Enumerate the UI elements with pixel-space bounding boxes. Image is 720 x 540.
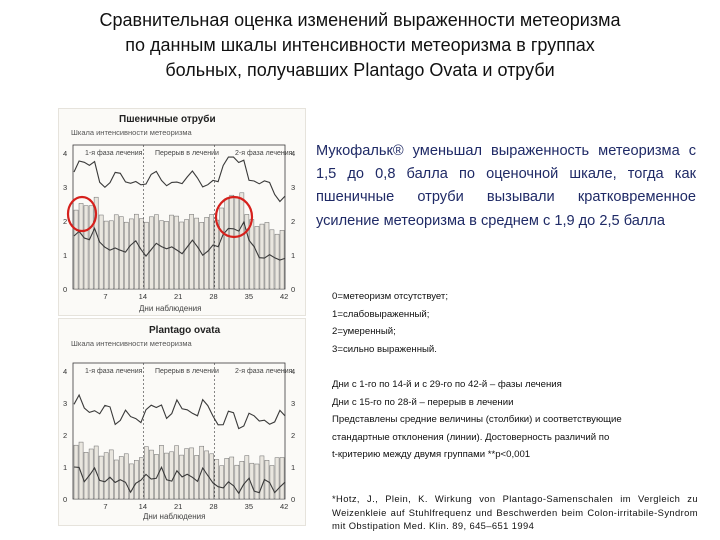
chart-bar — [134, 214, 138, 289]
x-tick-label: 35 — [244, 292, 254, 301]
chart-bar — [245, 456, 249, 499]
phase-label-1: 1-я фаза лечения — [85, 368, 143, 375]
y-tick-label: 0 — [63, 495, 68, 504]
y-tick-label: 1 — [63, 463, 68, 472]
x-tick-label: 28 — [209, 292, 218, 301]
phase-label-2: Перерыв в лечении — [155, 150, 219, 157]
y-tick-label: 4 — [63, 149, 68, 158]
y-tick-label: 4 — [63, 367, 68, 376]
note-line: Представлены средние величины (столбики) и соответствующие — [332, 414, 622, 426]
chart-bar — [149, 217, 153, 289]
x-tick-label: 14 — [138, 292, 148, 301]
chart-title: Пшеничные отруби — [119, 114, 216, 125]
chart-bars — [74, 193, 284, 289]
chart-bar — [104, 453, 108, 499]
chart-sd-line — [74, 157, 285, 201]
chart-bar — [250, 220, 254, 290]
x-tick-label: 14 — [138, 502, 148, 511]
chart-bar — [104, 221, 108, 289]
y-tick-label: 3 — [291, 183, 296, 192]
slide-title: Сравнительная оценка изменений выраженности метеоризма по данным шкалы интенсивности метеоризма в группах больных, получавших Plantago Ovata и отруби — [99, 10, 621, 80]
y-tick-label: 2 — [63, 217, 68, 226]
chart-bar — [215, 220, 219, 289]
scale-legend — [332, 288, 712, 358]
chart-bar — [235, 198, 239, 289]
x-tick-label: 35 — [244, 502, 254, 511]
y-tick-label: 2 — [63, 431, 68, 440]
chart-bar — [275, 458, 279, 499]
chart-bar — [280, 458, 284, 500]
chart-bar — [255, 226, 259, 289]
chart-bar — [144, 447, 148, 499]
chart-bar — [124, 222, 128, 289]
note-line: Дни с 15-го по 28-й – перерыв в лечении — [332, 396, 514, 408]
chart-wheat-bran — [58, 108, 306, 316]
chart-bar — [200, 222, 204, 289]
chart-bar — [215, 460, 219, 500]
chart-bar — [84, 452, 88, 499]
phase-label-3: 2-я фаза лечения — [235, 368, 293, 375]
note-line: стандартные отклонения (линии). Достоверность различий по — [332, 431, 610, 443]
chart-bar — [235, 465, 239, 499]
chart-bar — [225, 199, 229, 290]
chart-bar — [245, 214, 249, 289]
y-tick-label: 3 — [63, 183, 68, 192]
chart-bar — [84, 206, 88, 289]
chart-bar — [99, 215, 103, 289]
chart-bar — [109, 450, 113, 499]
chart-bar — [175, 216, 179, 289]
phase-label-2: Перерыв в лечении — [155, 368, 219, 375]
chart-title: Plantago ovata — [149, 325, 221, 336]
chart-bar — [114, 215, 118, 289]
chart-bar — [225, 458, 229, 499]
chart-bar — [210, 454, 214, 499]
chart-bar — [119, 217, 123, 289]
chart-bar — [275, 234, 279, 289]
chart-bar — [114, 460, 118, 499]
chart-bar — [124, 454, 128, 499]
x-tick-label: 21 — [174, 502, 183, 511]
chart-bar — [129, 464, 133, 499]
chart-bar — [109, 221, 113, 289]
chart-bar — [260, 456, 264, 499]
chart-bar — [210, 214, 214, 289]
chart-bar — [99, 456, 103, 499]
chart-plantago-ovata-plot — [59, 319, 305, 525]
chart-bar — [170, 215, 174, 289]
chart-bar — [195, 455, 199, 499]
chart-bar — [170, 452, 174, 499]
chart-bar — [230, 457, 234, 499]
legend-item: 3=сильно выраженный. — [332, 343, 437, 355]
chart-bar — [255, 464, 259, 499]
citation: *Hotz, J., Plein, K. Wirkung von Plantago-Samenschalen im Vergleich zu Weizenkleie auf Stuhlfrequenz und Beschwerden beim Colon-irritabile-Syndrom mit Obstipation Med. Klin. 89, 645–651 1994 — [332, 493, 698, 532]
y-tick-label: 0 — [63, 285, 68, 294]
chart-bar — [220, 466, 224, 499]
chart-scale-label: Шкала интенсивности метеоризма — [71, 128, 192, 137]
chart-bar — [180, 222, 184, 289]
chart-bar — [190, 448, 194, 499]
chart-sd-line — [74, 395, 285, 429]
chart-bar — [240, 461, 244, 499]
y-tick-label: 2 — [291, 217, 296, 226]
x-tick-label: 21 — [174, 292, 183, 301]
y-tick-label: 3 — [63, 399, 68, 408]
chart-scale-label: Шкала интенсивности метеоризма — [71, 339, 192, 348]
chart-bar — [74, 445, 78, 499]
chart-bar — [164, 221, 168, 289]
legend-item: 0=метеоризм отсутствует; — [332, 291, 448, 302]
chart-bar — [270, 466, 274, 500]
chart-bars — [74, 442, 284, 499]
x-tick-label: 42 — [280, 502, 289, 511]
x-tick-label: 7 — [103, 502, 108, 511]
x-tick-label: 7 — [103, 292, 108, 301]
chart-bar — [119, 457, 123, 500]
chart-bar — [240, 193, 244, 289]
y-tick-label: 1 — [291, 463, 296, 472]
chart-bar — [190, 214, 194, 289]
y-tick-label: 1 — [63, 251, 68, 260]
y-tick-label: 2 — [291, 431, 296, 440]
study-notes — [332, 376, 712, 464]
note-line: t-критерию между двумя группами **p<0,001 — [332, 449, 531, 461]
chart-bar — [220, 208, 224, 289]
chart-bar — [230, 195, 234, 289]
x-axis-label: Дни наблюдения — [139, 304, 202, 313]
chart-bar — [89, 206, 93, 289]
chart-bar — [270, 230, 274, 289]
chart-bar — [79, 203, 83, 289]
chart-bar — [79, 442, 83, 499]
legend-item: 1=слабовыраженный; — [332, 308, 430, 320]
chart-bar — [185, 449, 189, 499]
y-tick-label: 1 — [291, 251, 296, 260]
y-tick-label: 3 — [291, 399, 296, 408]
chart-bar — [134, 460, 138, 499]
y-tick-label: 0 — [291, 285, 296, 294]
phase-label-1: 1-я фаза лечения — [85, 150, 143, 157]
main-statement: Мукофальк® уменьшал выраженность метеоризма с 1,5 до 0,8 балла по оценочной шкале, тогда как пшеничные отруби вызывали кратковременное усиление метеоризма в среднем с 1,9 до 2,5 балла — [316, 143, 696, 229]
chart-bar — [260, 224, 264, 289]
chart-bar — [129, 219, 133, 289]
chart-plantago-ovata — [58, 318, 306, 526]
y-tick-label: 4 — [291, 149, 296, 158]
chart-wheat-bran-plot — [59, 109, 305, 315]
chart-bar — [74, 210, 78, 289]
legend-item: 2=умеренный; — [332, 326, 396, 338]
y-tick-label: 4 — [291, 367, 296, 376]
x-tick-label: 28 — [209, 502, 218, 511]
phase-label-3: 2-я фаза лечения — [235, 150, 293, 157]
chart-bar — [159, 221, 163, 289]
y-tick-label: 0 — [291, 495, 296, 504]
chart-bar — [154, 215, 158, 289]
note-line: Дни с 1-го по 14-й и с 29-го по 42-й – фазы лечения — [332, 379, 562, 390]
chart-bar — [139, 219, 143, 289]
chart-bar — [195, 218, 199, 289]
x-axis-label: Дни наблюдения — [143, 512, 206, 521]
chart-bar — [149, 450, 153, 499]
chart-bar — [185, 220, 189, 290]
chart-bar — [200, 446, 204, 499]
x-tick-label: 42 — [280, 292, 289, 301]
